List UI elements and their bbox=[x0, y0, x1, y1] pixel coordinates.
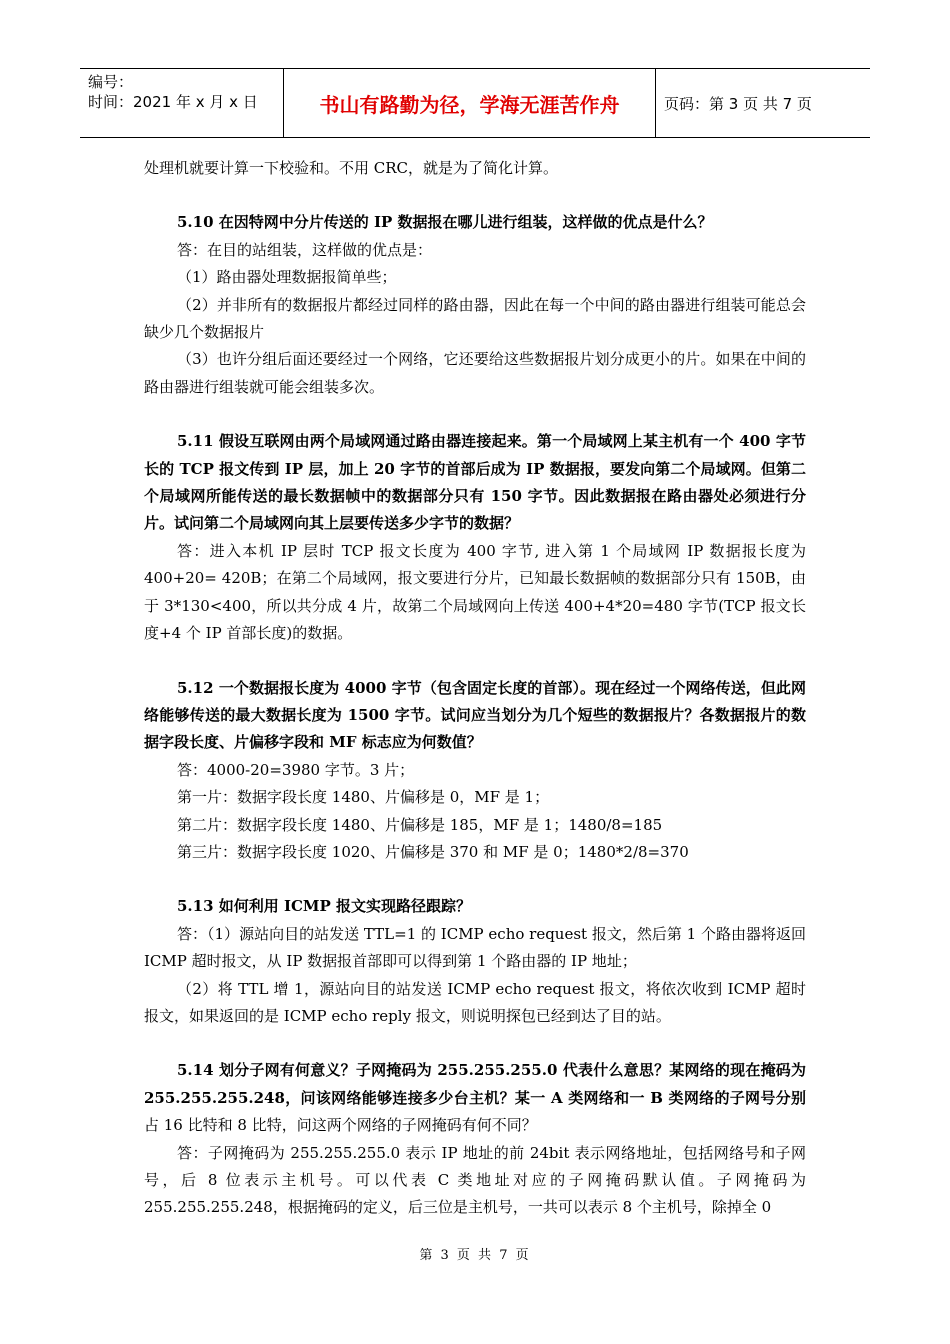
header-motto: 书山有路勤为径，学海无涯苦作舟 bbox=[283, 69, 656, 137]
header-page-label: 页码：第 3 页 共 7 页 bbox=[664, 94, 812, 113]
answer-5-10-item-1: （1）路由器处理数据报简单些； bbox=[177, 268, 397, 287]
answer-5-12-frag-1: 第一片：数据字段长度 1480、片偏移是 0，MF 是 1； bbox=[177, 788, 550, 807]
question-5-13: 5.13 如何利用 ICMP 报文实现路径跟踪？ bbox=[177, 897, 472, 916]
question-5-12: 5.12 一个数据报长度为 4000 字节（包含固定长度的首部）。现在经过一个网络传送，但此网络能够传送的最大数据长度为 1500 字节。试问应当划分为几个短些的数据报片？各数据报片的数据字段长度、片偏移字段和 MF 标志应为何数值？ bbox=[144, 678, 806, 752]
date-label: 时间：2021 年 x 月 x 日 bbox=[88, 93, 258, 111]
question-5-11: 5.11 假设互联网由两个局域网通过路由器连接起来。第一个局域网上某主机有一个 400 字节长的 TCP 报文传到 IP 层，加上 20 字节的首部后成为 IP 数据报，要发向第二个局域网。但第二个局域网所能传送的最长数据帧中的数据部分只有 150 字节。因此数据报在路由器处必须进行分片。试问第二个局域网向其上层要传送多少字节的数据？ bbox=[144, 432, 806, 533]
answer-5-10-item-2: （2）并非所有的数据报片都经过同样的路由器，因此在每一个中间的路由器进行组装可能总会缺少几个数据报片 bbox=[144, 295, 806, 342]
answer-5-13-step-1: 答：（1）源站向目的站发送 TTL=1 的 ICMP echo request 报文，然后第 1 个路由器将返回 ICMP 超时报文，从 IP 数据报首部即可以得到第 1 个路由器的 IP 地址； bbox=[144, 924, 806, 971]
answer-5-13-step-2: （2）将 TTL 增 1，源站向目的站发送 ICMP echo request 报文，将依次收到 ICMP 超时报文，如果返回的是 ICMP echo reply 报文，则说明探包已经到达了目的站。 bbox=[144, 979, 806, 1025]
page-header bbox=[80, 68, 870, 138]
header-left-cell bbox=[80, 69, 280, 137]
document-body bbox=[144, 155, 806, 1222]
answer-5-12-frag-3: 第三片：数据字段长度 1020、片偏移是 370 和 MF 是 0；1480*2/8=370 bbox=[177, 842, 689, 861]
answer-5-12-intro: 答：4000-20=3980 字节。3 片； bbox=[177, 760, 415, 779]
question-5-10: 5.10 在因特网中分片传送的 IP 数据报在哪儿进行组装，这样做的优点是什么？ bbox=[177, 213, 713, 232]
document-number-label: 编号： bbox=[88, 73, 134, 91]
answer-5-12-frag-2: 第二片：数据字段长度 1480、片偏移是 185，MF 是 1；1480/8=185 bbox=[177, 815, 663, 834]
question-5-14-rest: 占 16 比特和 8 比特，问这两个网络的子网掩码有何不同？ bbox=[144, 1116, 537, 1135]
page-footer: 第 3 页 共 7 页 bbox=[419, 1248, 531, 1263]
question-5-14-bold: 5.14 划分子网有何意义？子网掩码为 255.255.255.0 代表什么意思？某网络的现在掩码为 255.255.255.248，问该网络能够连接多少台主机？某一 A 类网络和一 B 类网络的子网号分别 bbox=[144, 1061, 806, 1107]
answer-5-10-intro: 答：在目的站组装，这样做的优点是： bbox=[177, 240, 433, 259]
answer-5-10-item-3: （3）也许分组后面还要经过一个网络，它还要给这些数据报片划分成更小的片。如果在中间的路由器进行组装就可能会组装多次。 bbox=[144, 350, 806, 396]
paragraph-continuation: 处理机就要计算一下校验和。不用 CRC，就是为了简化计算。 bbox=[144, 159, 559, 177]
answer-5-11: 答：进入本机 IP 层时 TCP 报文长度为 400 字节, 进入第 1 个局域网 IP 数据报长度为 400+20= 420B；在第二个局域网，报文要进行分片，已知最长数据帧的数据部分只有 150B，由于 3*130<400，所以共分成 4 片，故第二个局域网向上传送 400+4*20=480 字节(TCP 报文长度+4 个 IP 首部长度)的数据。 bbox=[144, 541, 806, 643]
answer-5-14: 答：子网掩码为 255.255.255.0 表示 IP 地址的前 24bit 表示网络地址，包括网络号和子网号，后 8 位表示主机号。可以代表 C 类地址对应的子网掩码默认值。子网掩码为 255.255.255.248，根据掩码的定义，后三位是主机号，一共可以表示 8 个主机号，除掉全 0 bbox=[144, 1143, 806, 1217]
question-5-14 bbox=[144, 1057, 806, 1139]
